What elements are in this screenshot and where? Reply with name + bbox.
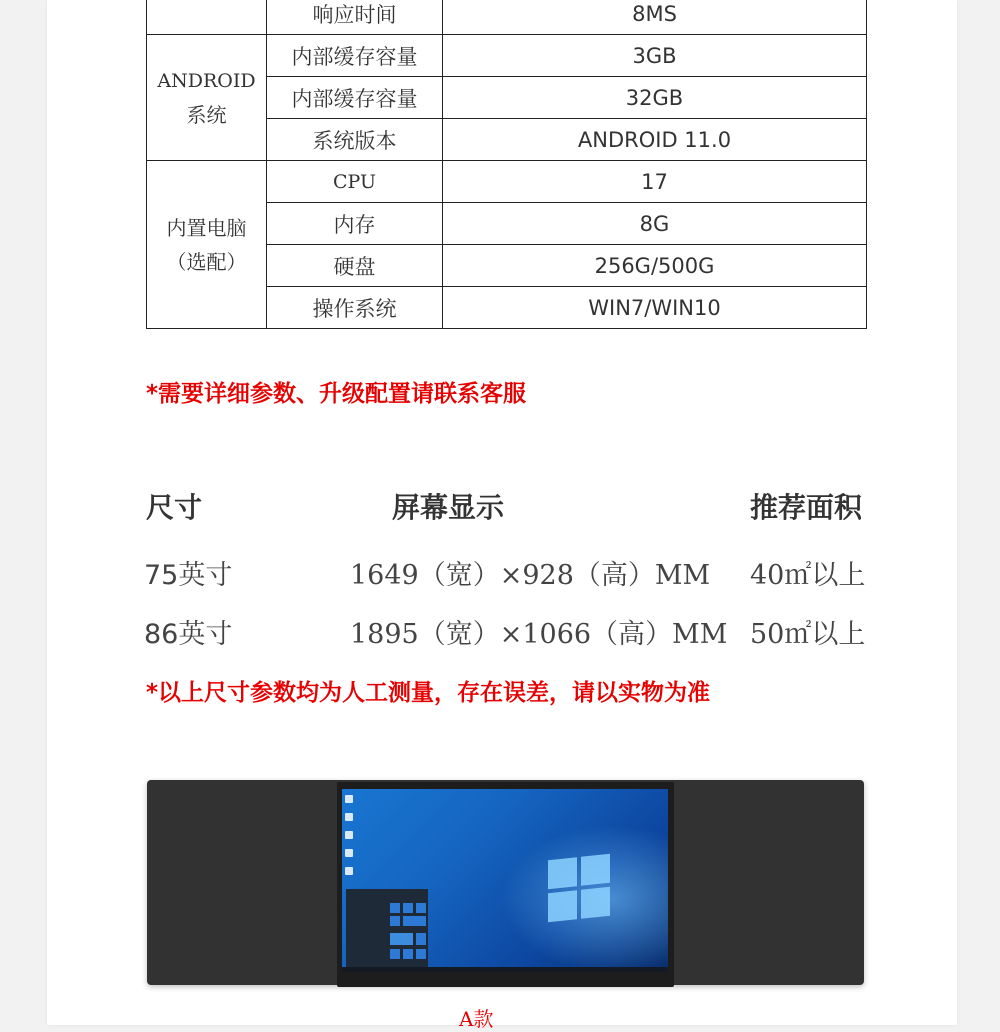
spec-table	[146, 0, 867, 329]
desktop-icon	[345, 795, 353, 803]
windows-desktop-screen	[342, 789, 668, 972]
value-cell: 8MS	[443, 0, 867, 35]
param-cell: 系统版本	[267, 119, 443, 161]
param-cell: 内部缓存容量	[267, 77, 443, 119]
table-row	[147, 161, 867, 203]
desktop-icon	[345, 867, 353, 875]
param-cell: 硬盘	[267, 245, 443, 287]
value-cell: 3GB	[443, 35, 867, 77]
param-cell: 内存	[267, 203, 443, 245]
param-cell: 内部缓存容量	[267, 35, 443, 77]
group-cell-pc	[147, 161, 267, 329]
tile	[403, 949, 413, 959]
desktop-icons	[345, 795, 355, 885]
param-cell: CPU	[267, 161, 443, 203]
table-row	[147, 0, 867, 35]
windows-logo-icon	[548, 854, 610, 923]
group-cell-top	[147, 0, 267, 35]
tile	[390, 903, 400, 913]
display-cell: 1649（宽）×928（高）MM	[350, 560, 711, 591]
start-menu	[346, 889, 428, 971]
taskbar	[342, 967, 668, 972]
table-row	[147, 35, 867, 77]
desktop-icon	[345, 813, 353, 821]
tile	[416, 933, 426, 945]
desktop-icon	[345, 831, 353, 839]
value-cell: 8G	[443, 203, 867, 245]
group-label: 系统	[186, 102, 227, 127]
display-header: 屏幕显示	[392, 491, 505, 524]
area-cell: 40㎡以上	[750, 560, 866, 591]
tile	[416, 903, 426, 913]
value-cell: 17	[443, 161, 867, 203]
group-label: ANDROID	[157, 69, 256, 92]
product-caption: A款	[459, 1007, 494, 1031]
size-cell: 75英寸	[144, 560, 233, 591]
tile	[403, 903, 413, 913]
param-cell: 响应时间	[267, 0, 443, 35]
value-cell: WIN7/WIN10	[443, 287, 867, 329]
area-cell: 50㎡以上	[750, 619, 866, 650]
size-cell: 86英寸	[144, 619, 233, 650]
config-note: *需要详细参数、升级配置请联系客服	[146, 381, 527, 407]
tile	[403, 916, 426, 926]
tile	[390, 949, 400, 959]
value-cell: ANDROID 11.0	[443, 119, 867, 161]
value-cell: 256G/500G	[443, 245, 867, 287]
group-label: 内置电脑	[166, 215, 247, 240]
tile	[390, 916, 400, 926]
display-cell: 1895（宽）×1066（高）MM	[350, 619, 728, 650]
param-cell: 操作系统	[267, 287, 443, 329]
group-cell-android	[147, 35, 267, 161]
value-cell: 32GB	[443, 77, 867, 119]
group-label: （选配）	[166, 249, 247, 274]
tile	[416, 949, 426, 959]
desktop-icon	[345, 849, 353, 857]
area-header: 推荐面积	[750, 491, 863, 524]
size-note: *以上尺寸参数均为人工测量，存在误差，请以实物为准	[146, 680, 711, 706]
tile	[390, 933, 413, 945]
size-header: 尺寸	[146, 491, 203, 524]
